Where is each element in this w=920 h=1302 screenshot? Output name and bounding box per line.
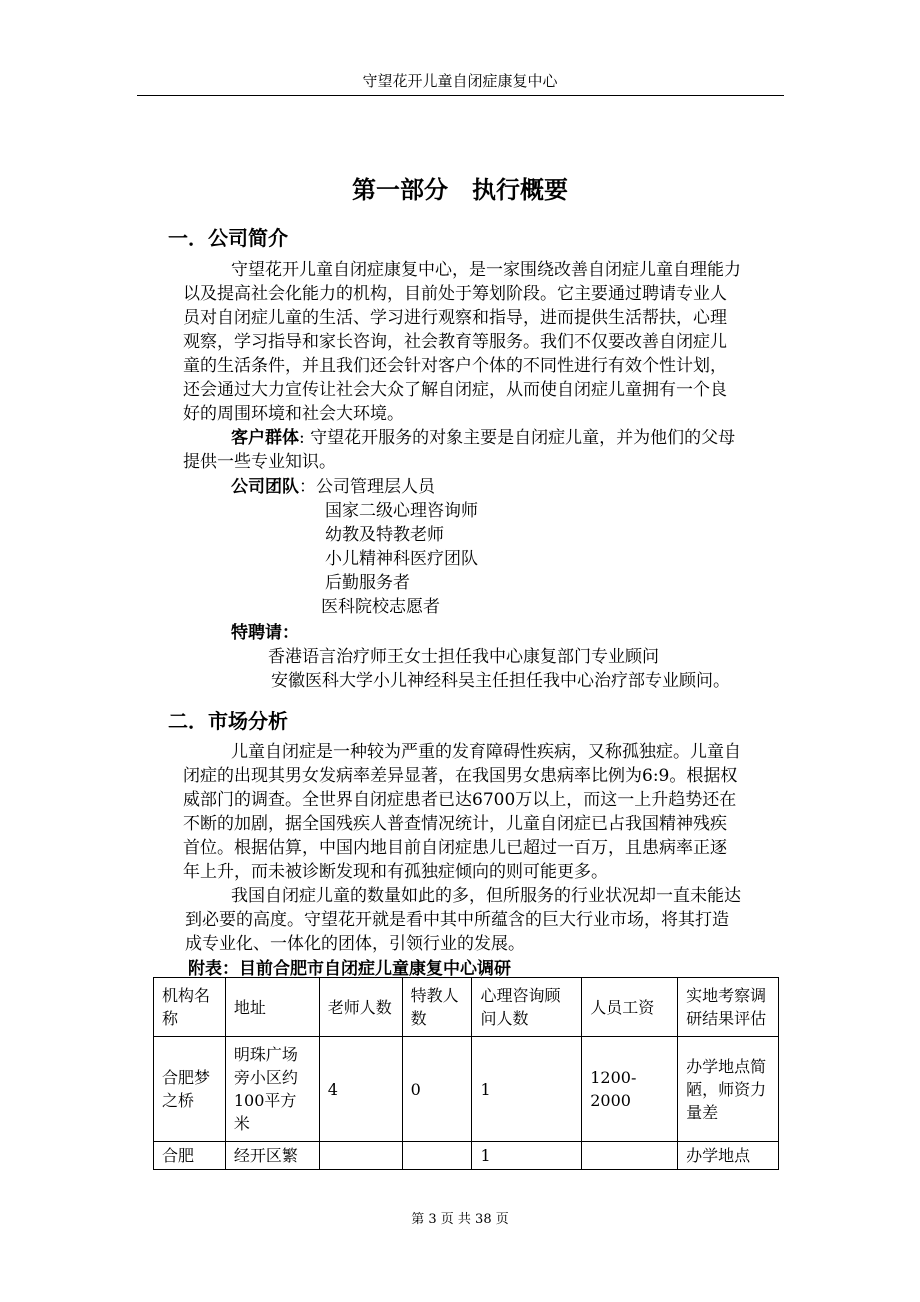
- table-cell: 1: [472, 1142, 582, 1170]
- table-cell: 1200-2000: [582, 1037, 678, 1142]
- table-cell: [319, 1142, 402, 1170]
- customers-text: : 守望花开服务的对象主要是自闭症儿童，并为他们的父母: [299, 428, 736, 448]
- team-label: [231, 475, 435, 499]
- team-member: 医科院校志愿者: [321, 597, 440, 617]
- customers-line2: 提供一些专业知识。: [183, 452, 336, 472]
- para2-line: 成专业化、一体化的团体，引领行业的发展。: [185, 934, 525, 954]
- header-divider: [137, 95, 784, 96]
- table-cell: 办学地点简陋，师资力量差: [678, 1037, 779, 1142]
- table-header-cell: 老师人数: [319, 978, 402, 1037]
- para2-line: 到必要的高度。守望花开就是看中其中所蕴含的巨大行业市场，将其打造: [185, 910, 729, 930]
- customers-line: [231, 426, 735, 450]
- table-cell: 经开区繁: [225, 1142, 319, 1170]
- table-cell: 0: [402, 1037, 472, 1142]
- section2-heading: 二．市场分析: [168, 709, 288, 733]
- part-title: 第一部分 执行概要: [352, 176, 568, 204]
- table-cell: [402, 1142, 472, 1170]
- para1-line: 闭症的出现其男女发病率差异显著，在我国男女患病率比例为6:9。根据权: [183, 766, 738, 786]
- table-header-row: [154, 978, 779, 1037]
- table-cell: 合肥梦之桥: [154, 1037, 226, 1142]
- table-row: [154, 1037, 779, 1142]
- team-member: 幼教及特教老师: [325, 525, 444, 545]
- page-footer: 第 3 页 共 38 页: [411, 1212, 509, 1227]
- intro-line: 好的周围环境和社会大环境。: [183, 404, 404, 424]
- table-header-cell: 心理咨询顾问人数: [472, 978, 582, 1037]
- intro-line: 童的生活条件，并且我们还会针对客户个体的不同性进行有效个性计划，: [183, 356, 727, 376]
- table-cell: 明珠广场旁小区约100平方米: [225, 1037, 319, 1142]
- table-cell: 4: [319, 1037, 402, 1142]
- table-header-cell: 机构名称: [154, 978, 226, 1037]
- para1-line: 儿童自闭症是一种较为严重的发育障碍性疾病，又称孤独症。儿童自: [231, 742, 741, 762]
- survey-table: [153, 977, 779, 1170]
- para2-line: 我国自闭症儿童的数量如此的多，但所服务的行业状况却一直未能达: [231, 886, 741, 906]
- intro-line: 以及提高社会化能力的机构，目前处于筹划阶段。它主要通过聘请专业人: [183, 284, 727, 304]
- section1-heading: 一．公司简介: [168, 226, 288, 250]
- section2-para2: [183, 884, 793, 956]
- team-member: 国家二级心理咨询师: [325, 501, 478, 521]
- team-label-text: 公司团队: [231, 477, 299, 497]
- section2-para1: [183, 740, 783, 884]
- table-header-cell: 地址: [225, 978, 319, 1037]
- special-label-colon: ：: [282, 623, 299, 643]
- special-item: 香港语言治疗师王女士担任我中心康复部门专业顾问: [268, 647, 659, 667]
- table-cell: [582, 1142, 678, 1170]
- intro-line: 员对自闭症儿童的生活、学习进行观察和指导，进而提供生活帮扶，心理: [183, 308, 727, 328]
- intro-line: 观察，学习指导和家长咨询，社会教育等服务。我们不仅要改善自闭症儿: [183, 332, 727, 352]
- team-member: ：公司管理层人员: [299, 477, 435, 497]
- customers-label: 客户群体: [231, 428, 299, 448]
- para1-line: 年上升，而未被诊断发现和有孤独症倾向的则可能更多。: [183, 862, 608, 882]
- table-row: [154, 1142, 779, 1170]
- para1-line: 威部门的调查。全世界自闭症患者已达6700万以上，而这一上升趋势还在: [183, 790, 737, 810]
- intro-line: 还会通过大力宣传让社会大众了解自闭症，从而使自闭症儿童拥有一个良: [183, 380, 727, 400]
- table-header-cell: 特教人数: [402, 978, 472, 1037]
- table-cell: 合肥: [154, 1142, 226, 1170]
- page-header-title: 守望花开儿童自闭症康复中心: [362, 72, 558, 90]
- special-label-text: 特聘请: [231, 623, 282, 643]
- special-item: 安徽医科大学小儿神经科吴主任担任我中心治疗部专业顾问。: [271, 671, 730, 691]
- table-header-cell: 实地考察调研结果评估: [678, 978, 779, 1037]
- para1-line: 不断的加剧，据全国残疾人普查情况统计，儿童自闭症已占我国精神残疾: [183, 814, 727, 834]
- para1-line: 首位。根据估算，中国内地目前自闭症患儿已超过一百万，且患病率正逐: [183, 838, 727, 858]
- special-label: [231, 621, 299, 645]
- section1-intro: [183, 258, 783, 426]
- team-member: 小儿精神科医疗团队: [325, 549, 478, 569]
- team-member: 后勤服务者: [325, 573, 410, 593]
- table-cell: 办学地点: [678, 1142, 779, 1170]
- intro-line: 守望花开儿童自闭症康复中心，是一家围绕改善自闭症儿童自理能力: [231, 260, 741, 280]
- table-caption: 附表：目前合肥市自闭症儿童康复中心调研: [188, 959, 511, 979]
- table-cell: 1: [472, 1037, 582, 1142]
- table-header-cell: 人员工资: [582, 978, 678, 1037]
